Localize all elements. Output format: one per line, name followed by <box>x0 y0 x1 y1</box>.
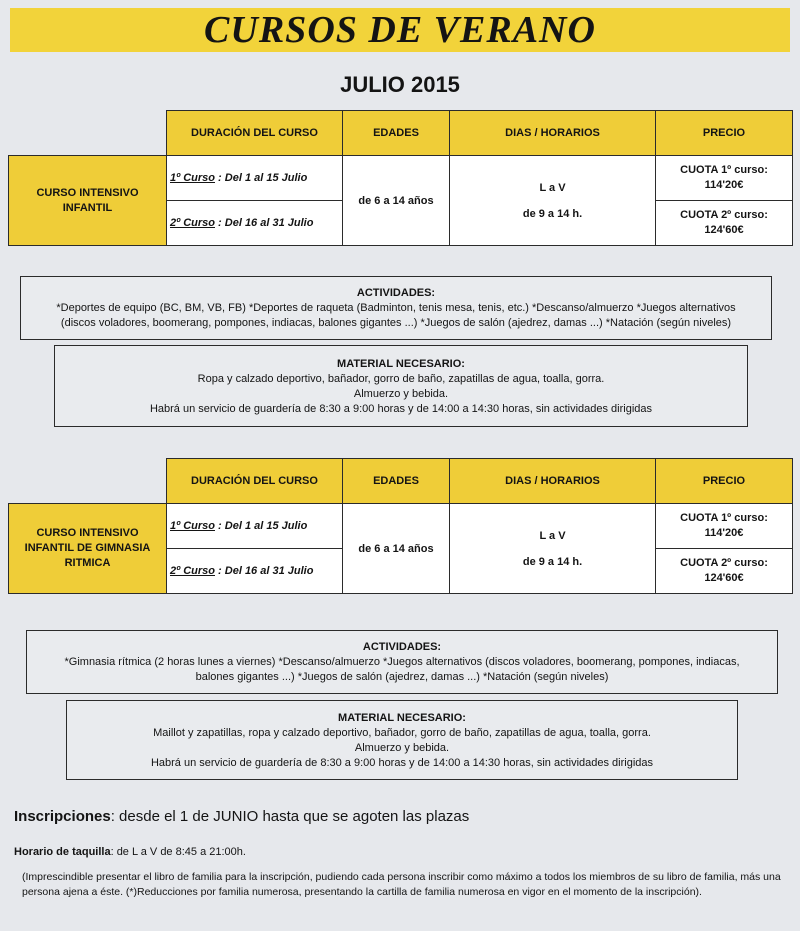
material-line-3: Habrá un servicio de guardería de 8:30 a 9:00 horas y de 14:00 a 14:30 horas, sin actividades dirigidas <box>149 403 653 415</box>
header-dias: DIAS / HORARIOS <box>450 459 656 504</box>
session-2 <box>167 549 343 594</box>
activities-line-1: *Deportes de equipo (BC, BM, VB, FB) *Deportes de raqueta (Badminton, tenis mesa, tenis, etc.) *Descanso/almuerzo *Juegos alternativos <box>56 302 736 314</box>
header-dias: DIAS / HORARIOS <box>450 111 656 156</box>
price-1-label: CUOTA 1º curso: <box>680 512 768 524</box>
price-1 <box>656 156 793 201</box>
schedule-cell <box>450 504 656 594</box>
header-duracion: DURACIÓN DEL CURSO <box>167 111 343 156</box>
table-corner <box>9 111 167 156</box>
ages-cell: de 6 a 14 años <box>343 504 450 594</box>
horario-text: : de L a V de 8:45 a 21:00h. <box>110 846 246 858</box>
course-table-2 <box>8 458 793 594</box>
session-1-label: 1º Curso <box>170 172 215 184</box>
session-2-dates: : Del 16 al 31 Julio <box>218 565 314 577</box>
header-edades: EDADES <box>343 111 450 156</box>
session-1 <box>167 504 343 549</box>
session-2 <box>167 201 343 246</box>
header-edades: EDADES <box>343 459 450 504</box>
inscripciones-label: Inscripciones <box>14 808 111 825</box>
session-1 <box>167 156 343 201</box>
activities-title: ACTIVIDADES: <box>362 641 442 653</box>
table-corner <box>9 459 167 504</box>
schedule-days: L a V <box>539 181 566 194</box>
session-1-dates: : Del 1 al 15 Julio <box>218 172 308 184</box>
activities-title: ACTIVIDADES: <box>356 287 436 299</box>
price-1-value: 114'20€ <box>704 179 744 191</box>
session-2-dates: : Del 16 al 31 Julio <box>218 217 314 229</box>
session-2-label: 2º Curso <box>170 217 215 229</box>
price-2-label: CUOTA 2º curso: <box>680 557 768 569</box>
material-line-2: Almuerzo y bebida. <box>353 388 449 400</box>
price-1-value: 114'20€ <box>704 527 744 539</box>
material-line-3: Habrá un servicio de guardería de 8:30 a 9:00 horas y de 14:00 a 14:30 horas, sin actividades dirigidas <box>150 757 654 769</box>
inscripciones <box>14 808 469 825</box>
session-1-dates: : Del 1 al 15 Julio <box>218 520 308 532</box>
material-title: MATERIAL NECESARIO: <box>337 358 465 370</box>
price-1 <box>656 504 793 549</box>
schedule-hours: de 9 a 14 h. <box>522 207 583 220</box>
material-title: MATERIAL NECESARIO: <box>338 712 466 724</box>
header-duracion: DURACIÓN DEL CURSO <box>167 459 343 504</box>
material-line-1: Maillot y zapatillas, ropa y calzado deportivo, bañador, gorro de baño, zapatillas de agua, toalla, gorra. <box>153 727 651 739</box>
schedule-days: L a V <box>539 529 566 542</box>
material-line-2: Almuerzo y bebida. <box>354 742 450 754</box>
ages-cell: de 6 a 14 años <box>343 156 450 246</box>
activities-line-2: balones gigantes ...) *Juegos de salón (ajedrez, damas ...) *Natación (según niveles) <box>195 671 609 683</box>
material-box-1 <box>54 345 748 427</box>
course-name: CURSO INTENSIVO INFANTIL DE GIMNASIA RITMICA <box>9 504 167 594</box>
price-2-value: 124'60€ <box>704 572 744 584</box>
course-name: CURSO INTENSIVO INFANTIL <box>9 156 167 246</box>
activities-line-1: *Gimnasia rítmica (2 horas lunes a viernes) *Descanso/almuerzo *Juegos alternativos (discos voladores, boomerang, pompones, indiacas, <box>64 656 740 668</box>
material-box-2 <box>66 700 738 780</box>
title-banner <box>10 8 790 52</box>
schedule-hours: de 9 a 14 h. <box>522 555 583 568</box>
header-precio: PRECIO <box>656 459 793 504</box>
price-2 <box>656 549 793 594</box>
activities-box-2 <box>26 630 778 694</box>
price-1-label: CUOTA 1º curso: <box>680 164 768 176</box>
activities-box-1 <box>20 276 772 340</box>
horario-label: Horario de taquilla <box>14 846 111 858</box>
activities-line-2: (discos voladores, boomerang, pompones, indiacas, balones gigantes ...) *Juegos de salón (ajedrez, damas ...) *Natación (según niveles) <box>60 317 732 329</box>
header-precio: PRECIO <box>656 111 793 156</box>
price-2-label: CUOTA 2º curso: <box>680 209 768 221</box>
session-2-label: 2º Curso <box>170 565 215 577</box>
course-table-1 <box>8 110 793 246</box>
month-subtitle: JULIO 2015 <box>340 72 460 97</box>
session-1-label: 1º Curso <box>170 520 215 532</box>
price-2 <box>656 201 793 246</box>
schedule-cell <box>450 156 656 246</box>
material-line-1: Ropa y calzado deportivo, bañador, gorro de baño, zapatillas de agua, toalla, gorra. <box>197 373 605 385</box>
horario-taquilla <box>14 846 246 858</box>
inscripciones-text: : desde el 1 de JUNIO hasta que se agoten las plazas <box>110 808 470 825</box>
price-2-value: 124'60€ <box>704 224 744 236</box>
inscription-note: (Imprescindible presentar el libro de familia para la inscripción, pudiendo cada persona inscribir como máximo a todos los miembros de su libro de familia, más una persona ajena a éste. (*)Reducciones por familia numerosa, presentando la cartilla de familia numerosa en vigor en el momento de la inscripción). <box>22 871 781 898</box>
page-title: CURSOS DE VERANO <box>204 9 596 51</box>
